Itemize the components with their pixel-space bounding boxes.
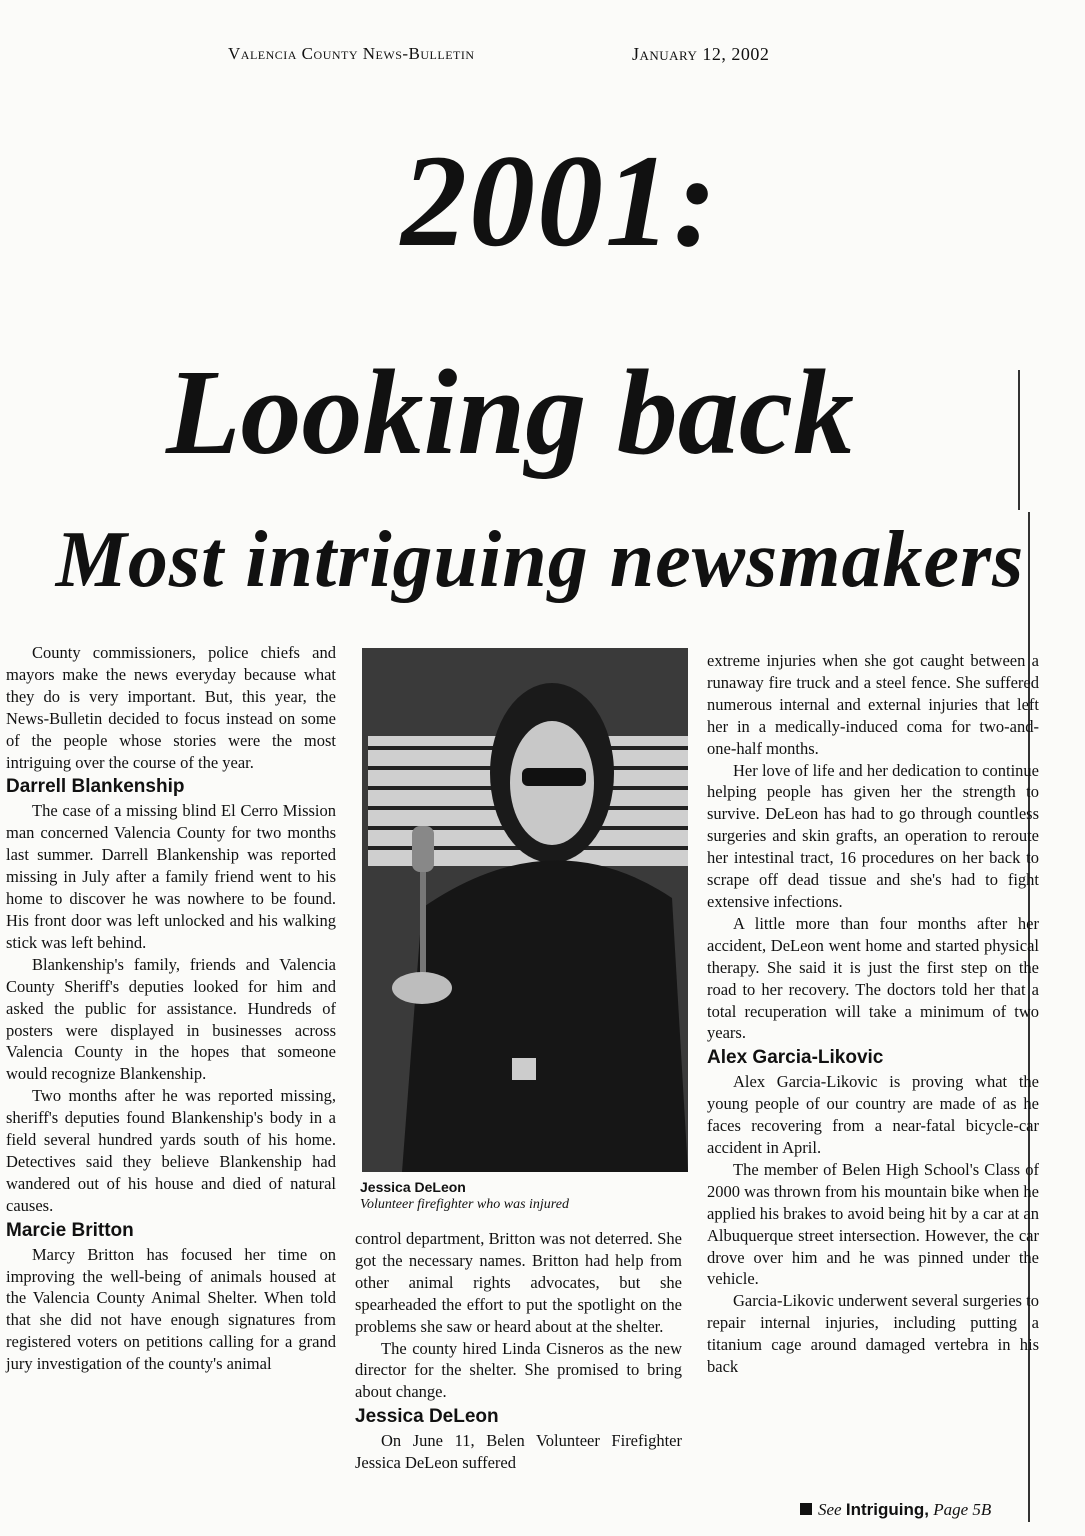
headline-main: Looking back	[166, 345, 854, 480]
column-rule	[1018, 370, 1020, 510]
section-heading-garcia: Alex Garcia-Likovic	[707, 1047, 884, 1069]
section-heading-britton: Marcie Britton	[6, 1219, 134, 1241]
square-bullet-icon	[800, 1503, 812, 1515]
jump-page: Page 5B	[933, 1500, 992, 1519]
section-heading-blankenship: Darrell Blankenship	[6, 776, 185, 798]
photo-caption	[360, 1178, 690, 1214]
issue-date: January 12, 2002	[632, 44, 770, 64]
jump-see: See	[818, 1500, 842, 1519]
paragraph: Two months after he was reported missing, sheriff's deputies found Blankenship's body in a field several hundred yards south of his home. Detectives said they believe Blankenship had wandered out of his house and died of natural causes.	[6, 1086, 336, 1215]
paragraph: The member of Belen High School's Class of 2000 was thrown from his mountain bike when he applied his brakes to avoid being hit by a car at an Albuquerque street intersection. However, the car drove over him and he was pinned under the vehicle.	[707, 1159, 1039, 1289]
paragraph: Blankenship's family, friends and Valencia County Sheriff's deputies looked for him and asked the public for assistance. Hundreds of posters were displayed in businesses across Valencia County in the hopes that someone would recognize Blankenship.	[6, 954, 336, 1084]
portrait-image	[362, 648, 688, 1172]
continued-jump-line	[800, 1500, 991, 1520]
jump-target: Intriguing,	[845, 1500, 929, 1519]
paragraph: control department, Britton was not deterred. She got the necessary names. Britton had help from other animal rights advocates, but she spearheaded the effort to put the spotlight on the problems she saw or heard about at the shelter.	[355, 1229, 682, 1336]
paragraph: Alex Garcia-Likovic is proving what the young people of our country are made of as he faces recovering from a near-fatal bicycle-car accident in April.	[707, 1072, 1039, 1158]
paragraph: Garcia-Likovic underwent several surgeries to repair internal injuries, including putting a titanium cage around damaged vertebra in his back	[707, 1291, 1039, 1377]
article-column-2	[355, 1228, 682, 1474]
paragraph: Marcy Britton has focused her time on improving the well-being of animals housed at the Valencia County Animal Shelter. When told that she did not have enough signatures from registered voters on petitions calling for a grand jury investigation of the county's animal	[6, 1244, 336, 1374]
intro-paragraph: County commissioners, police chiefs and mayors make the news everyday because what they do is very important. But, this year, the News-Bulletin decided to focus instead on some of the people whose stories were the most intriguing over the course of the year.	[6, 643, 336, 772]
masthead	[0, 44, 1085, 74]
photo-jessica-deleon	[362, 648, 688, 1172]
headline-subtitle: Most intriguing newsmakers	[55, 516, 1025, 604]
paragraph: Her love of life and her dedication to continue helping people has given her the strength to survive. DeLeon has had to go through countless surgeries and skin grafts, an operation to reroute her intestinal tract, 16 procedures on her back to scrape off dead tissue and she's had to fight extensive infections.	[707, 760, 1039, 911]
headline-year: 2001:	[401, 127, 719, 274]
paragraph: The county hired Linda Cisneros as the new director for the shelter. She promised to bring about change.	[355, 1338, 682, 1402]
paragraph: On June 11, Belen Volunteer Firefighter Jessica DeLeon suffered	[355, 1431, 682, 1473]
caption-name: Jessica DeLeon	[360, 1179, 466, 1195]
section-heading-deleon: Jessica DeLeon	[355, 1406, 499, 1428]
paragraph: A little more than four months after her accident, DeLeon went home and started physical therapy. She said it is just the first step on the road to her recovery. The doctors told her that a total recuperation will take a minimum of two years.	[707, 913, 1039, 1043]
newspaper-name: Valencia County News-Bulletin	[228, 44, 475, 63]
paragraph: The case of a missing blind El Cerro Mission man concerned Valencia County for two months last summer. Darrell Blankenship was reported missing in July after a family friend went to his home to discover he was nowhere to be found. His front door was left unlocked and his walking stick was left behind.	[6, 801, 336, 952]
caption-description: Volunteer firefighter who was injured	[360, 1197, 569, 1212]
article-column-3	[707, 650, 1039, 1378]
paragraph: extreme injuries when she got caught between a runaway fire truck and a steel fence. She suffered numerous internal and external injuries that left her in a medically-induced coma for two-and-one-half months.	[707, 651, 1039, 758]
article-column-1	[6, 642, 336, 1375]
